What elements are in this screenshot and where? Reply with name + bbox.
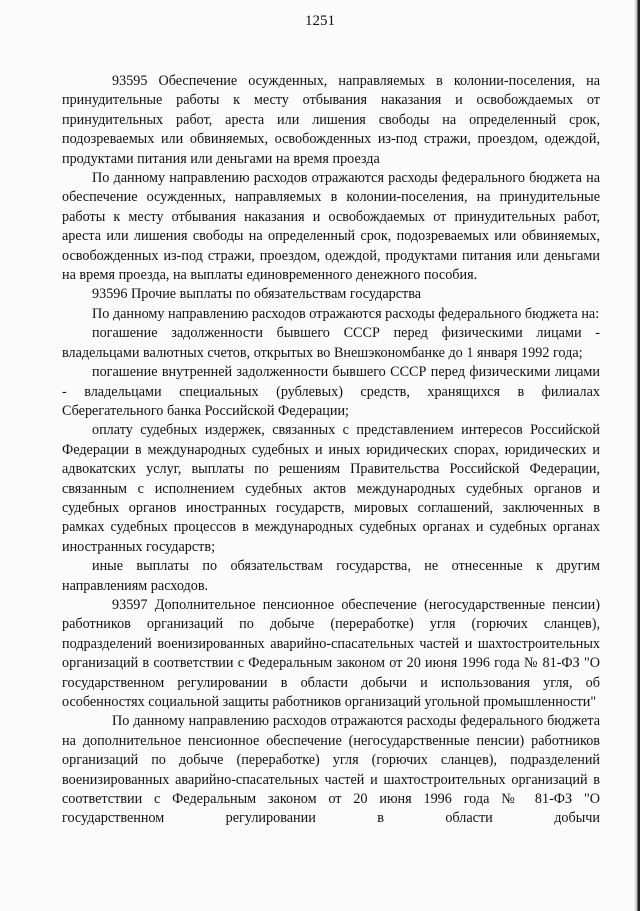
section-heading-93597: 93597 Дополнительное пенсионное обеспечение (негосударственные пенсии) работников организаций по добыче (переработке) угля (горючих сланцев), подразделений военизированных аварийно-спасательных частей и шахтостроительных организаций в соответствии с Федеральным законом от 20 июня 1996 года № 81-ФЗ "О государственном регулировании в области добычи и использования угля, об особенностях социальной защиты работников организаций угольной промышленности" [62, 596, 600, 710]
list-item-currency-debt: погашение задолженности бывшего СССР перед физическими лицами - владельцами валютных счетов, открытых во Внешэкономбанке до 1 января 1992 года; [62, 325, 600, 361]
list-item-court-costs: оплату судебных издержек, связанных с представлением интересов Российской Федерации в международных судебных и иных юридических спорах, юридических и адвокатских услуг, выплаты по решениям Правительства Российской Федерации, связанным с исполнением судебных актов международных судебных органов и судебных органов иностранных государств, мировых соглашений, заключенных в рамках судебных процессов в международных судебных органах и судебных органах иностранных государств; [62, 422, 600, 555]
page-number: 1251 [305, 13, 335, 29]
list-item-internal-debt: погашение внутренней задолженности бывшего СССР перед физическими лицами - владельцами специальных (рублевых) средств, хранящихся в филиалах Сберегательного банка Российской Федерации; [62, 364, 600, 419]
paragraph-93596-intro: По данному направлению расходов отражаются расходы федерального бюджета на: [92, 305, 600, 322]
section-heading-93595: 93595 Обеспечение осужденных, направляемых в колонии-поселения, на принудительные работы к месту отбывания наказания и освобождаемых от принудительных работ, ареста или лишения свободы на определенный срок, подозреваемых или обвиняемых, освобожденных из-под стражи, проездом, одеждой, продуктами питания или деньгами на время проезда [62, 73, 600, 167]
document-body [62, 72, 600, 829]
page-edge-shadow [634, 0, 640, 911]
section-heading-93596: 93596 Прочие выплаты по обязательствам государства [92, 286, 422, 303]
paragraph-93597-description: По данному направлению расходов отражаются расходы федерального бюджета на дополнительное пенсионное обеспечение (негосударственные пенсии) работников организаций по добыче (переработке) угля (горючих сланцев), подразделений военизированных аварийно-спасательных частей и шахтостроительных организаций в соответствии с Федеральным законом от 20 июня 1996 года № 81-ФЗ "О государственном регулировании в области добычи [62, 713, 600, 827]
list-item-other-payments: иные выплаты по обязательствам государства, не отнесенные к другим направлениям расходов. [62, 558, 600, 594]
paragraph-93595-description: По данному направлению расходов отражаются расходы федерального бюджета на обеспечение осужденных, направляемых в колонии-поселения, на принудительные работы к месту отбывания наказания и освобождаемых от принудительных работ, ареста или лишения свободы на определенный срок, подозреваемых или обвиняемых, освобожденных из-под стражи, проездом, одеждой, продуктами питания или деньгами на время проезда, на выплаты единовременного денежного пособия. [62, 170, 600, 284]
